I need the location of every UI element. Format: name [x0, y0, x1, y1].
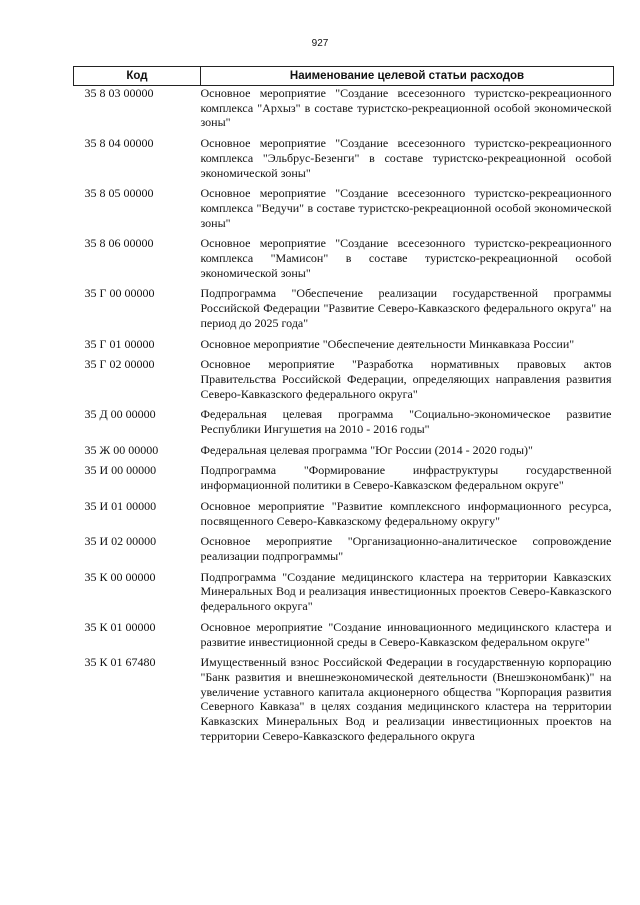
table-row: [74, 236, 614, 286]
table-row: [74, 443, 614, 464]
table-row: [74, 463, 614, 498]
row-name: Основное мероприятие "Создание инновационного медицинского кластера и развитие инвестиционной среды в Северо-Кавказском федеральном округе": [200, 619, 612, 649]
row-name: Основное мероприятие "Создание всесезонного туристско-рекреационного комплекса "Архыз" в составе туристско-рекреационной особой экономической зоны": [200, 86, 612, 130]
row-code: 35 К 01 67480: [84, 655, 156, 670]
row-name: Подпрограмма "Обеспечение реализации государственной программы Российской Федерации "Развитие Северо-Кавказского федерального округа" на период до 2025 года": [200, 286, 612, 330]
code-column-header: Код: [74, 67, 201, 86]
table-header-row: [74, 67, 614, 86]
row-code: 35 И 00 00000: [84, 463, 157, 478]
row-name: Подпрограмма "Создание медицинского кластера на территории Кавказских Минеральных Вод и реализация инвестиционных проектов Северо-Кавказского федерального округа": [200, 569, 612, 614]
budget-codes-table: [73, 66, 614, 749]
table-row: [74, 620, 614, 655]
row-name: Основное мероприятие "Разработка нормативных правовых актов Правительства Российской Федерации, определяющих направления развития Северо-Кавказского федерального округа": [200, 357, 612, 401]
row-code: 35 8 03 00000: [84, 86, 154, 100]
table-row: [74, 570, 614, 620]
table-row: [74, 534, 614, 569]
row-code: 35 8 04 00000: [84, 136, 154, 151]
row-name: Имущественный взнос Российской Федерации в государственную корпорацию "Банк развития и внешнеэкономической деятельности (Внешэкономбанк)" на увеличение уставного капитала акционерного общества "Корпорация развития Северного Кавказа" в целях создания медицинского кластера на территории Кавказских Минеральных Вод и реализации инвестиционных проектов на территории Северо-Кавказского федерального округа: [200, 655, 612, 743]
table-row: [74, 86, 614, 137]
table-row: [74, 186, 614, 236]
row-code: 35 И 01 00000: [84, 498, 157, 513]
row-code: 35 К 00 00000: [84, 569, 156, 584]
row-name: Федеральная целевая программа "Социально-экономическое развитие Республики Ингушетия на 2010 - 2016 годы": [200, 407, 612, 437]
table-row: [74, 337, 614, 358]
row-name: Подпрограмма "Формирование инфраструктуры государственной информационной политики в Северо-Кавказском федеральном округе": [200, 463, 612, 493]
row-code: 35 Г 01 00000: [84, 336, 155, 351]
table-row: [74, 655, 614, 749]
row-code: 35 Д 00 00000: [84, 407, 156, 422]
table-row: [74, 407, 614, 442]
row-name: Основное мероприятие "Создание всесезонного туристско-рекреационного комплекса "Эльбрус-Безенги" в составе туристско-рекреационной особой экономической зоны": [200, 136, 612, 180]
page-number: 927: [311, 38, 329, 49]
row-name: Основное мероприятие "Организационно-аналитическое сопровождение реализации подпрограммы": [200, 534, 612, 563]
row-code: 35 И 02 00000: [84, 534, 157, 549]
table-row: [74, 286, 614, 336]
row-code: 35 Ж 00 00000: [84, 442, 159, 457]
row-name: Основное мероприятие "Создание всесезонного туристско-рекреационного комплекса "Ведучи" в составе туристско-рекреационной особой экономической зоны": [200, 186, 612, 230]
table-body: [74, 86, 614, 750]
row-code: 35 8 05 00000: [84, 186, 154, 201]
row-name: Федеральная целевая программа "Юг России (2014 - 2020 годы)": [200, 442, 533, 457]
table-row: [74, 136, 614, 186]
row-code: 35 Г 00 00000: [84, 286, 155, 301]
table-row: [74, 499, 614, 534]
row-code: 35 Г 02 00000: [84, 357, 155, 372]
row-name: Основное мероприятие "Создание всесезонного туристско-рекреационного комплекса "Мамисон" в составе туристско-рекреационной особой экономической зоны": [200, 236, 612, 280]
table-row: [74, 357, 614, 407]
row-name: Основное мероприятие "Обеспечение деятельности Минкавказа России": [200, 336, 575, 351]
row-name: Основное мероприятие "Развитие комплексного информационного ресурса, посвященного Северо-Кавказскому федеральному округу": [200, 498, 612, 528]
row-code: 35 8 06 00000: [84, 236, 154, 251]
name-column-header: Наименование целевой статьи расходов: [201, 67, 614, 86]
row-code: 35 К 01 00000: [84, 619, 156, 634]
